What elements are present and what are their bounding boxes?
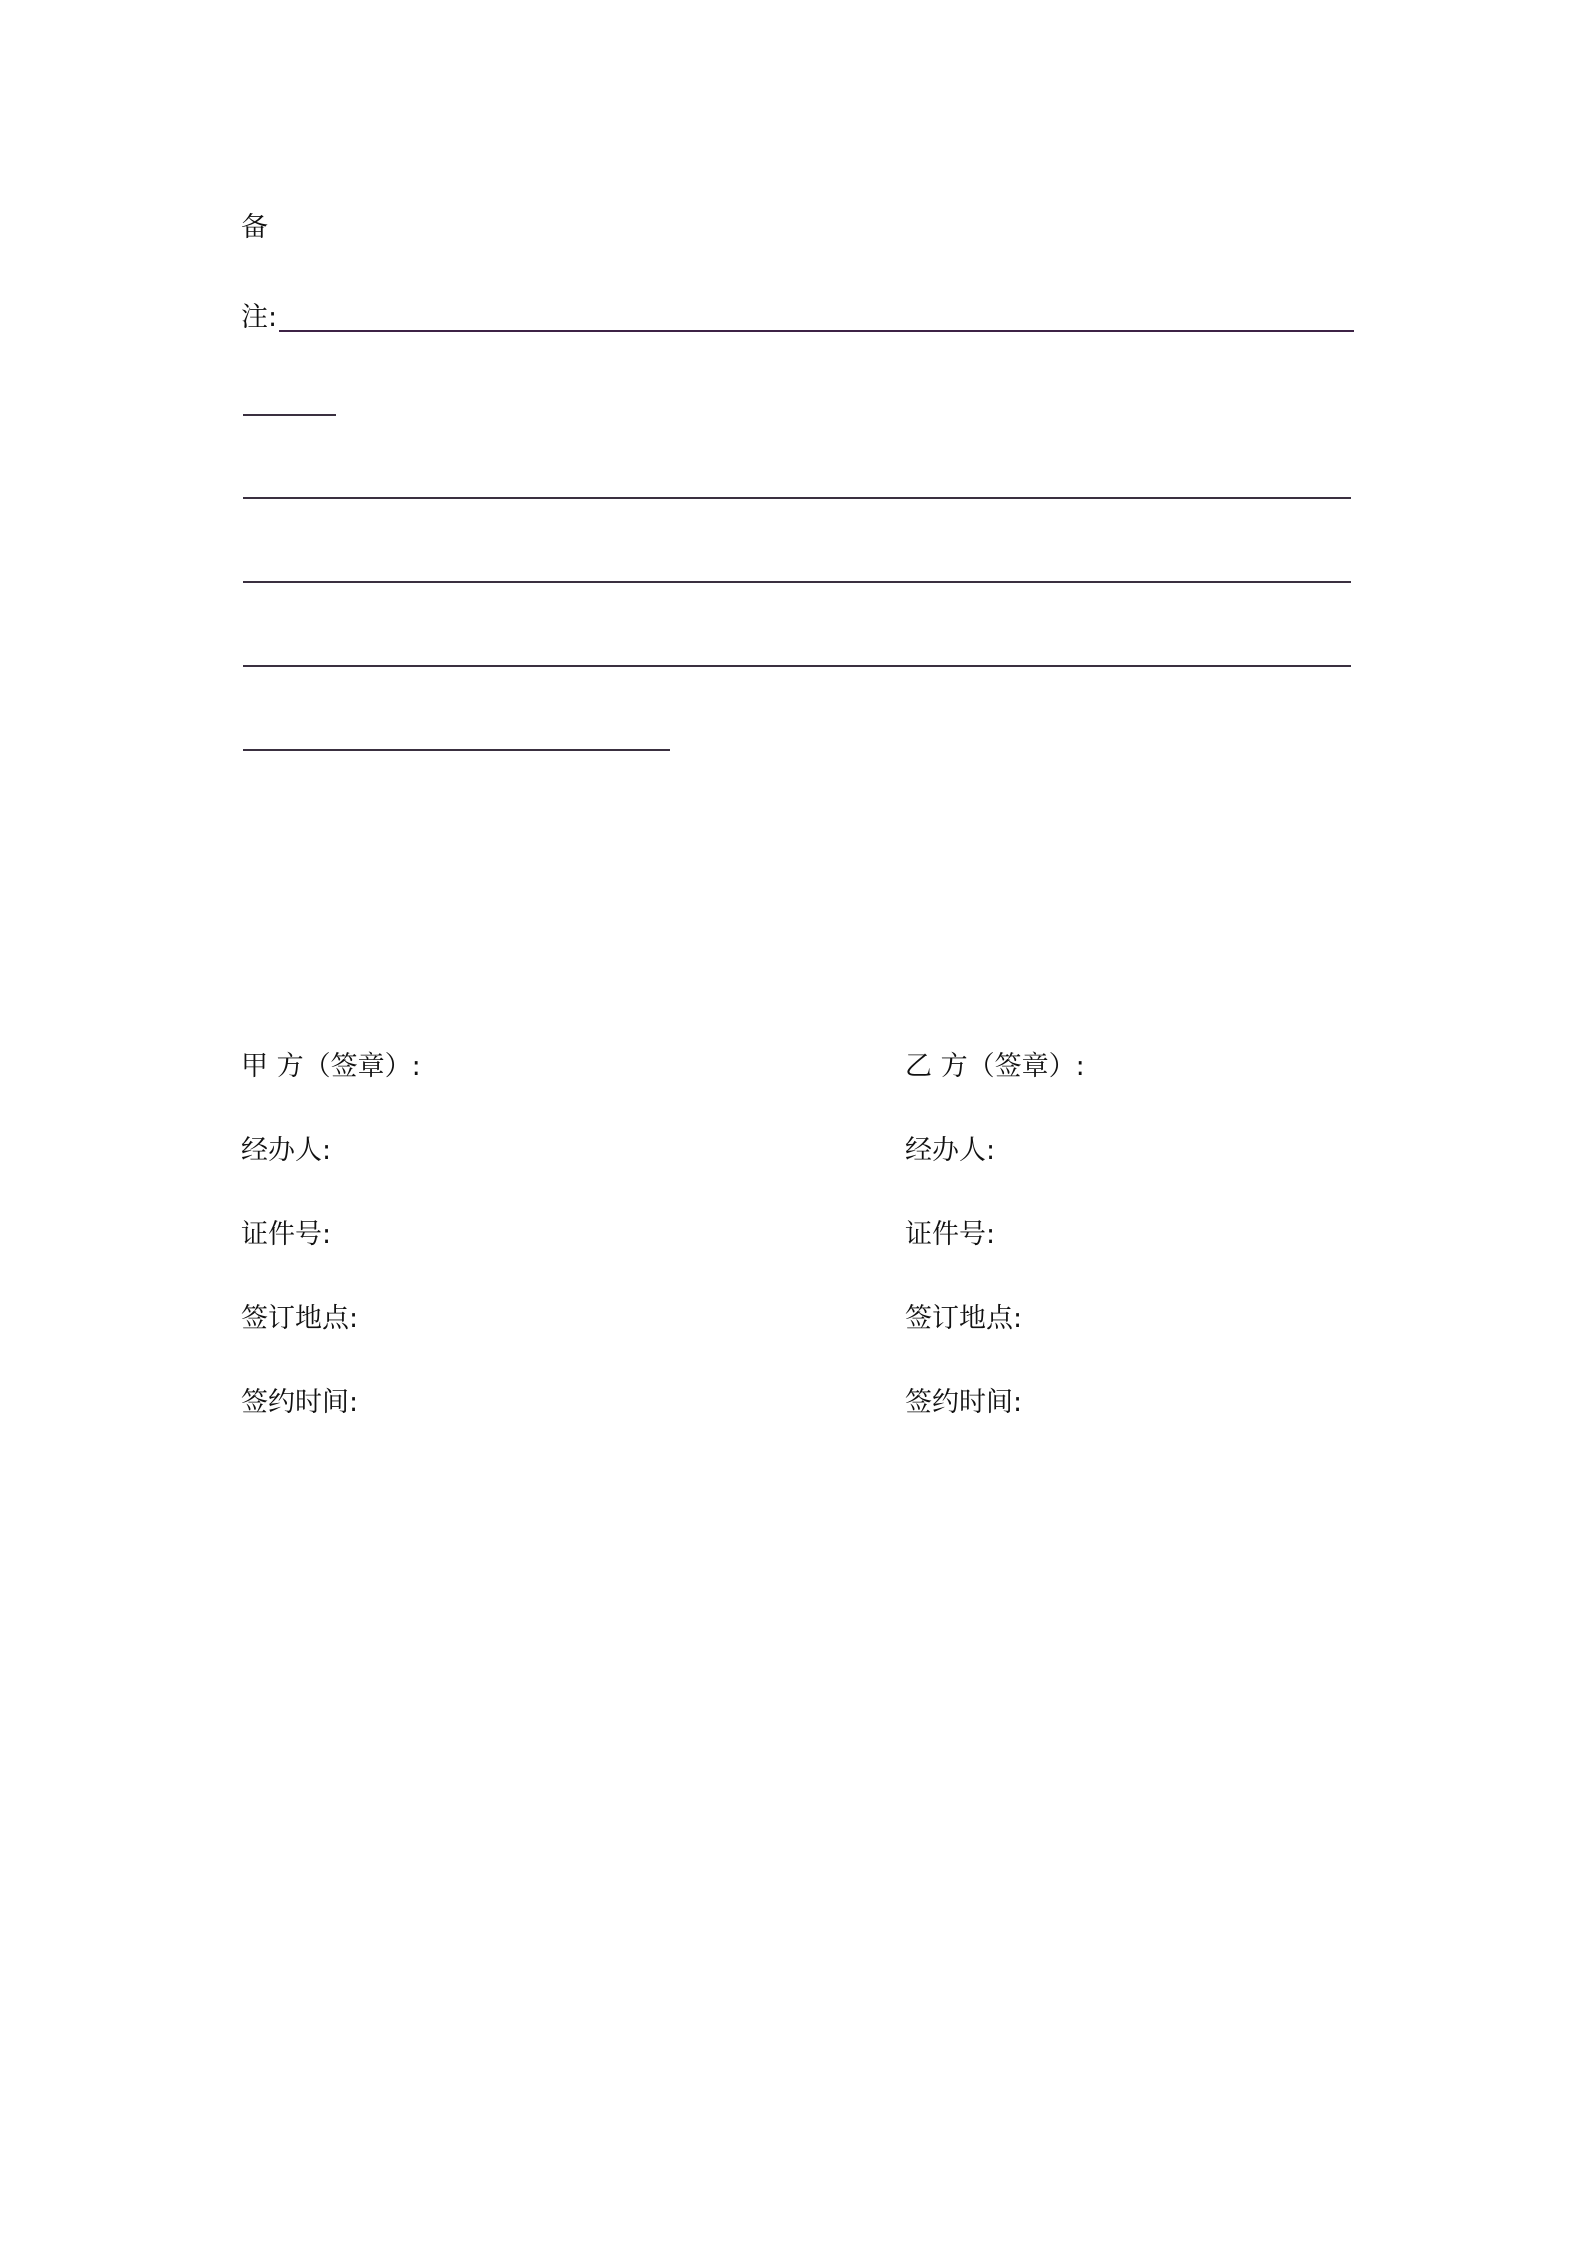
party-b-place-label: 签订地点: xyxy=(905,1303,1023,1334)
party-a-title: 甲 方（签章）: xyxy=(241,1051,421,1082)
party-b-title: 乙 方（签章）: xyxy=(905,1051,1085,1082)
party-a-id-label: 证件号: xyxy=(241,1219,332,1250)
remarks-label-char2: 注: xyxy=(241,302,278,333)
remarks-line-1-continued[interactable] xyxy=(243,414,336,416)
party-b-handler-label: 经办人: xyxy=(905,1135,996,1166)
party-a-time-label: 签约时间: xyxy=(241,1387,359,1418)
remarks-label-char1: 备 xyxy=(241,212,268,243)
remarks-line-1[interactable] xyxy=(279,330,1354,332)
remarks-line-2[interactable] xyxy=(243,497,1351,499)
party-a-place-label: 签订地点: xyxy=(241,1303,359,1334)
remarks-line-3[interactable] xyxy=(243,581,1351,583)
remarks-line-4[interactable] xyxy=(243,665,1351,667)
party-b-id-label: 证件号: xyxy=(905,1219,996,1250)
party-b-time-label: 签约时间: xyxy=(905,1387,1023,1418)
party-a-handler-label: 经办人: xyxy=(241,1135,332,1166)
remarks-line-5[interactable] xyxy=(243,749,670,751)
